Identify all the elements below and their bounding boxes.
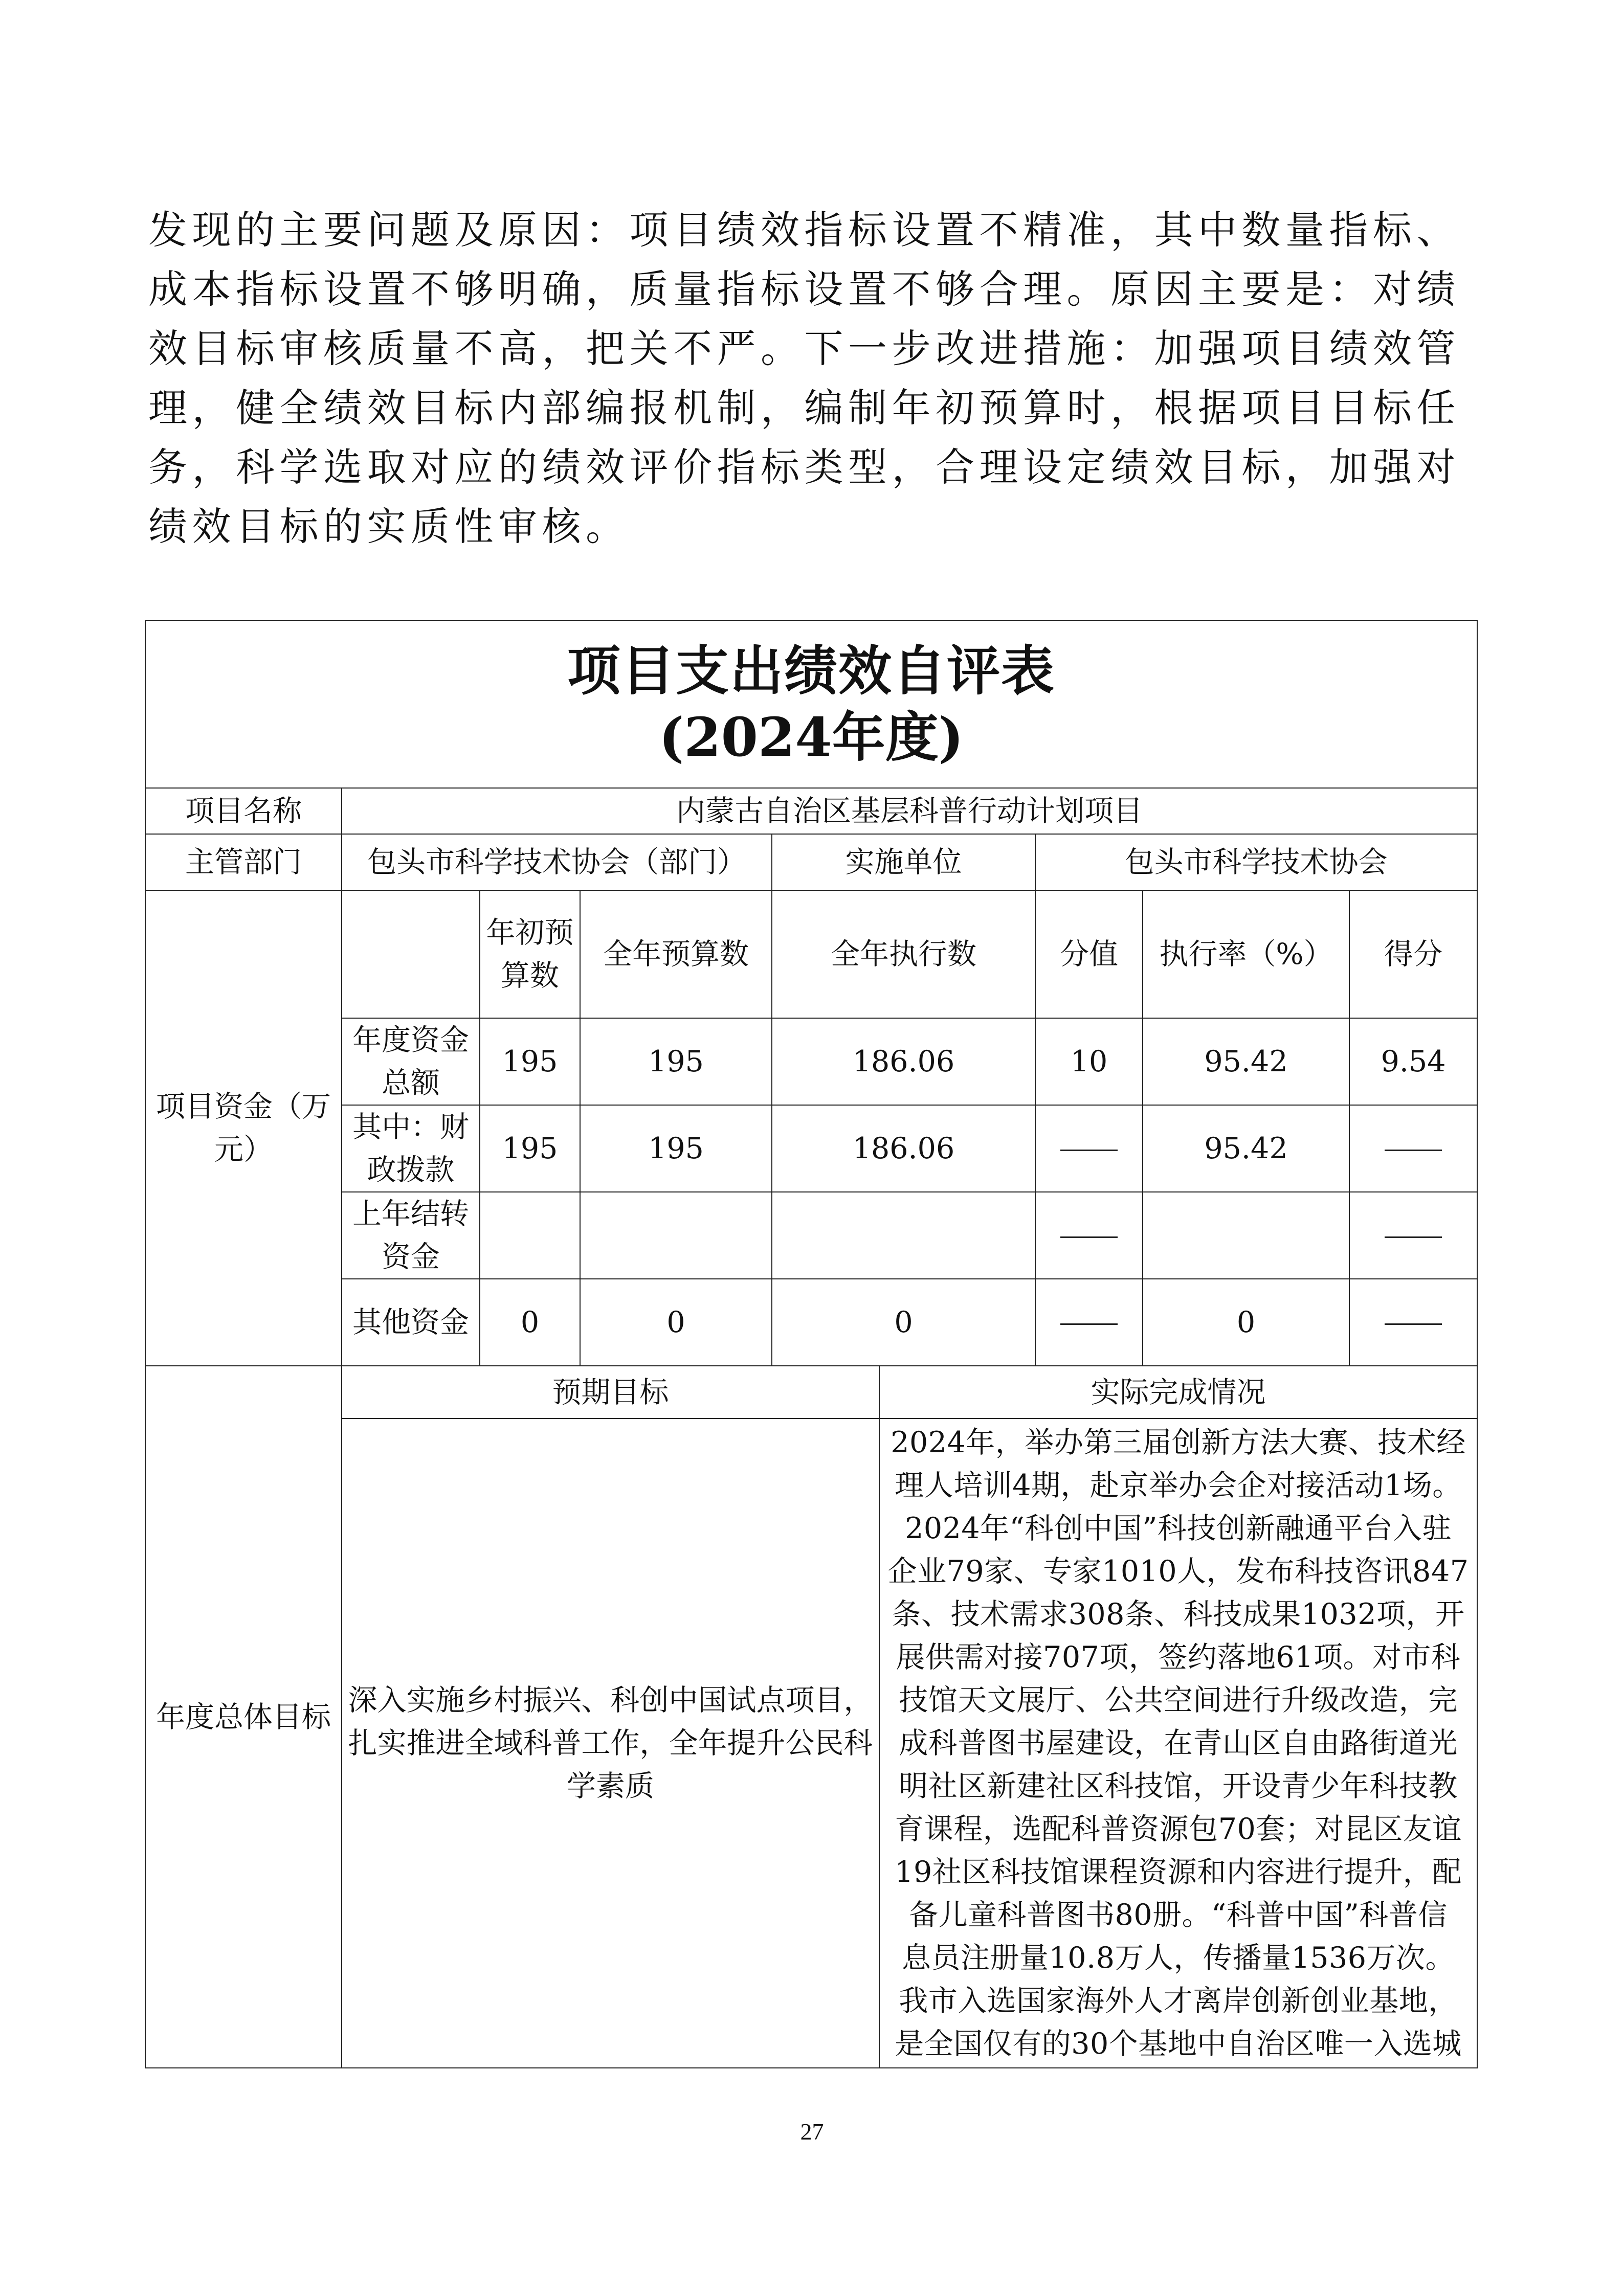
dash-mark [1385,1236,1442,1238]
actual-line: 是全国仅有的30个基地中自治区唯一入选城 [895,2027,1462,2061]
project-name-value: 内蒙古自治区基层科普行动计划项目 [342,788,1477,834]
intro-line: 效目标审核质量不高，把关不严。下一步改进措施：加强项目绩效管 [148,326,1460,371]
cell-rate: 0 [1143,1279,1349,1366]
cell-rate: 95.42 [1143,1105,1349,1192]
actual-line: 技馆天文展厅、公共空间进行升级改造，完 [899,1683,1458,1717]
dash-mark [1385,1323,1442,1325]
actual-line: 备儿童科普图书80册。“科普中国”科普信 [909,1898,1448,1932]
dash-mark [1060,1323,1118,1325]
cell-score [1349,1105,1477,1192]
cell-exec: 186.06 [772,1105,1035,1192]
actual-header: 实际完成情况 [879,1366,1477,1419]
dept-label: 主管部门 [145,834,342,890]
cell-annual [580,1192,772,1279]
intro-line: 务，科学选取对应的绩效评价指标类型，合理设定绩效目标，加强对 [148,444,1460,490]
actual-line: 息员注册量10.8万人，传播量1536万次。 [902,1941,1455,1975]
cell-annual: 195 [580,1018,772,1105]
actual-line: 成科普图书屋建设，在青山区自由路街道光 [899,1726,1458,1760]
table-row [145,1192,1477,1279]
intro-line: 发现的主要问题及原因：项目绩效指标设置不精准，其中数量指标、 [148,207,1460,253]
header-annual-budget: 全年预算数 [580,890,772,1018]
table-title-cell [145,620,1477,788]
cell-initial [480,1192,580,1279]
intro-line: 成本指标设置不够明确，质量指标设置不够合理。原因主要是：对绩 [148,266,1460,312]
cell-value [1035,1105,1143,1192]
table-title: 项目支出绩效自评表 [567,639,1056,702]
intro-paragraph [148,200,1473,556]
header-score: 得分 [1349,890,1477,1018]
cell-initial: 195 [480,1018,580,1105]
table-subtitle: (2024年度) [659,706,964,769]
page-number: 27 [800,2119,824,2145]
cell-rate [1143,1192,1349,1279]
table-row [145,1279,1477,1366]
cell-score [1349,1192,1477,1279]
row-label: 其他资金 [342,1279,480,1366]
goal-label: 年度总体目标 [145,1366,342,2068]
header-score-value: 分值 [1035,890,1143,1018]
expected-header: 预期目标 [342,1366,879,1419]
cell-exec [772,1192,1035,1279]
actual-line: 我市入选国家海外人才离岸创新创业基地， [899,1984,1458,2018]
cell-annual: 195 [580,1105,772,1192]
cell-exec: 186.06 [772,1018,1035,1105]
intro-line: 理，健全绩效目标内部编报机制，编制年初预算时，根据项目目标任 [148,385,1460,431]
cell-initial: 0 [480,1279,580,1366]
intro-line: 绩效目标的实质性审核。 [148,504,630,549]
row-label: 上年结转资金 [342,1192,480,1279]
table-row [145,1018,1477,1105]
actual-line: 育课程，选配科普资源包70套；对昆区友谊 [895,1812,1462,1846]
unit-label: 实施单位 [772,834,1035,890]
funds-header-blank [342,890,480,1018]
cell-annual: 0 [580,1279,772,1366]
cell-score: 9.54 [1349,1018,1477,1105]
unit-value: 包头市科学技术协会 [1035,834,1477,890]
project-name-label: 项目名称 [145,788,342,834]
actual-line: 条、技术需求308条、科技成果1032项，开 [892,1597,1465,1631]
expected-goal-text: 深入实施乡村振兴、科创中国试点项目，扎实推进全域科普工作，全年提升公民科学素质 [342,1419,879,2068]
row-label: 年度资金总额 [342,1018,480,1105]
actual-line: 2024年“科创中国”科技创新融通平台入驻 [905,1512,1452,1545]
actual-completion-text [879,1419,1477,2068]
funds-label: 项目资金（万元） [145,890,342,1366]
actual-line: 2024年，举办第三届创新方法大赛、技术经 [891,1426,1466,1459]
table-row [145,1105,1477,1192]
actual-line: 展供需对接707项，签约落地61项。对市科 [896,1640,1461,1674]
actual-line: 理人培训4期，赴京举办会企对接活动1场。 [895,1469,1462,1502]
dash-mark [1060,1236,1118,1238]
cell-value: 10 [1035,1018,1143,1105]
cell-value [1035,1279,1143,1366]
cell-exec: 0 [772,1279,1035,1366]
header-initial-budget: 年初预算数 [480,890,580,1018]
dept-value: 包头市科学技术协会（部门） [342,834,772,890]
cell-value [1035,1192,1143,1279]
actual-line: 企业79家、专家1010人，发布科技咨讯847 [887,1555,1469,1588]
header-annual-exec: 全年执行数 [772,890,1035,1018]
dash-mark [1385,1150,1442,1151]
cell-rate: 95.42 [1143,1018,1349,1105]
dash-mark [1060,1150,1118,1151]
actual-line: 19社区科技馆课程资源和内容进行提升，配 [895,1855,1462,1889]
row-label: 其中：财政拨款 [342,1105,480,1192]
self-evaluation-table [145,620,1478,2068]
actual-line: 明社区新建社区科技馆，开设青少年科技教 [899,1769,1458,1803]
cell-initial: 195 [480,1105,580,1192]
cell-score [1349,1279,1477,1366]
header-exec-rate: 执行率（%） [1143,890,1349,1018]
